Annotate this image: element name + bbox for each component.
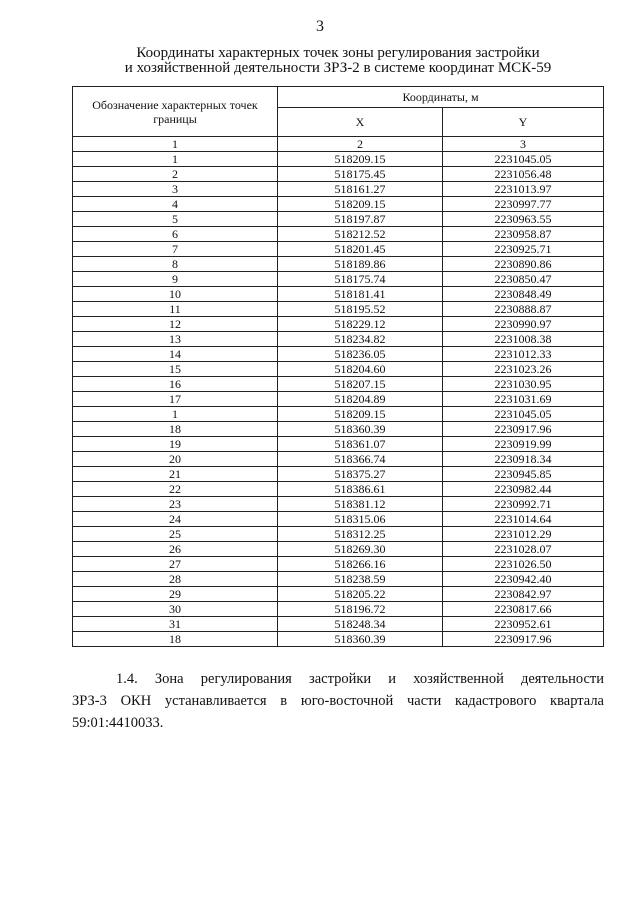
x-coordinate-cell: 518195.52 <box>278 302 443 317</box>
point-number-cell: 31 <box>73 617 278 632</box>
point-number-cell: 12 <box>73 317 278 332</box>
x-coordinate-cell: 518386.61 <box>278 482 443 497</box>
table-row <box>73 542 604 557</box>
table-row <box>73 287 604 302</box>
table-title <box>72 46 604 76</box>
point-number-cell: 23 <box>73 497 278 512</box>
x-coordinate-cell: 518209.15 <box>278 152 443 167</box>
y-coordinate-cell: 2230958.87 <box>443 227 604 242</box>
x-coordinate-cell: 518175.45 <box>278 167 443 182</box>
table-row <box>73 182 604 197</box>
x-coordinate-cell: 518161.27 <box>278 182 443 197</box>
x-coordinate-cell: 518204.89 <box>278 392 443 407</box>
table-row <box>73 572 604 587</box>
y-coordinate-cell: 2230997.77 <box>443 197 604 212</box>
point-number-cell: 10 <box>73 287 278 302</box>
table-row <box>73 587 604 602</box>
y-coordinate-cell: 2231023.26 <box>443 362 604 377</box>
table-row <box>73 392 604 407</box>
table-row <box>73 242 604 257</box>
y-coordinate-cell: 2230919.99 <box>443 437 604 452</box>
header-coordinates: Координаты, м <box>278 87 604 108</box>
y-coordinate-cell: 2230918.34 <box>443 452 604 467</box>
paragraph-1-4 <box>72 668 604 734</box>
point-number-cell: 5 <box>73 212 278 227</box>
point-number-cell: 18 <box>73 422 278 437</box>
table-row <box>73 317 604 332</box>
y-coordinate-cell: 2231045.05 <box>443 407 604 422</box>
y-coordinate-cell: 2230925.71 <box>443 242 604 257</box>
x-coordinate-cell: 518175.74 <box>278 272 443 287</box>
point-number-cell: 17 <box>73 392 278 407</box>
x-coordinate-cell: 518381.12 <box>278 497 443 512</box>
table-row <box>73 512 604 527</box>
table-row <box>73 602 604 617</box>
y-coordinate-cell: 2230917.96 <box>443 422 604 437</box>
table-row <box>73 272 604 287</box>
y-coordinate-cell: 2231030.95 <box>443 377 604 392</box>
x-coordinate-cell: 518312.25 <box>278 527 443 542</box>
point-number-cell: 13 <box>73 332 278 347</box>
column-number-row <box>73 137 604 152</box>
point-number-cell: 1 <box>73 152 278 167</box>
table-row <box>73 632 604 647</box>
point-number-cell: 24 <box>73 512 278 527</box>
y-coordinate-cell: 2231013.97 <box>443 182 604 197</box>
title-line-1: Координаты характерных точек зоны регулирования застройки <box>136 45 540 61</box>
column-number: 1 <box>73 137 278 152</box>
header-x: X <box>278 108 443 137</box>
x-coordinate-cell: 518375.27 <box>278 467 443 482</box>
point-number-cell: 19 <box>73 437 278 452</box>
table-row <box>73 452 604 467</box>
header-points: Обозначение характерных точек границы <box>73 87 278 137</box>
point-number-cell: 2 <box>73 167 278 182</box>
y-coordinate-cell: 2230982.44 <box>443 482 604 497</box>
point-number-cell: 6 <box>73 227 278 242</box>
y-coordinate-cell: 2230992.71 <box>443 497 604 512</box>
x-coordinate-cell: 518266.16 <box>278 557 443 572</box>
y-coordinate-cell: 2230888.87 <box>443 302 604 317</box>
column-number: 3 <box>443 137 604 152</box>
x-coordinate-cell: 518361.07 <box>278 437 443 452</box>
x-coordinate-cell: 518360.39 <box>278 632 443 647</box>
x-coordinate-cell: 518238.59 <box>278 572 443 587</box>
y-coordinate-cell: 2230952.61 <box>443 617 604 632</box>
x-coordinate-cell: 518209.15 <box>278 197 443 212</box>
x-coordinate-cell: 518209.15 <box>278 407 443 422</box>
x-coordinate-cell: 518196.72 <box>278 602 443 617</box>
y-coordinate-cell: 2231014.64 <box>443 512 604 527</box>
x-coordinate-cell: 518229.12 <box>278 317 443 332</box>
x-coordinate-cell: 518201.45 <box>278 242 443 257</box>
point-number-cell: 11 <box>73 302 278 317</box>
header-y: Y <box>443 108 604 137</box>
y-coordinate-cell: 2230848.49 <box>443 287 604 302</box>
table-row <box>73 257 604 272</box>
point-number-cell: 26 <box>73 542 278 557</box>
table-row <box>73 167 604 182</box>
y-coordinate-cell: 2231008.38 <box>443 332 604 347</box>
y-coordinate-cell: 2230890.86 <box>443 257 604 272</box>
table-row <box>73 422 604 437</box>
y-coordinate-cell: 2230850.47 <box>443 272 604 287</box>
table-row <box>73 467 604 482</box>
point-number-cell: 30 <box>73 602 278 617</box>
x-coordinate-cell: 518234.82 <box>278 332 443 347</box>
table-row <box>73 497 604 512</box>
y-coordinate-cell: 2230817.66 <box>443 602 604 617</box>
table-row <box>73 377 604 392</box>
point-number-cell: 18 <box>73 632 278 647</box>
table-row <box>73 302 604 317</box>
y-coordinate-cell: 2231045.05 <box>443 152 604 167</box>
y-coordinate-cell: 2231012.33 <box>443 347 604 362</box>
table-row <box>73 557 604 572</box>
point-number-cell: 9 <box>73 272 278 287</box>
point-number-cell: 3 <box>73 182 278 197</box>
point-number-cell: 15 <box>73 362 278 377</box>
column-number: 2 <box>278 137 443 152</box>
coordinates-table <box>72 86 604 647</box>
table-row <box>73 227 604 242</box>
point-number-cell: 29 <box>73 587 278 602</box>
title-line-2: и хозяйственной деятельности ЗРЗ-2 в системе координат МСК-59 <box>124 60 552 76</box>
x-coordinate-cell: 518204.60 <box>278 362 443 377</box>
y-coordinate-cell: 2230917.96 <box>443 632 604 647</box>
point-number-cell: 4 <box>73 197 278 212</box>
x-coordinate-cell: 518366.74 <box>278 452 443 467</box>
table-row <box>73 197 604 212</box>
paragraph-line-3: 59:01:4410033. <box>72 715 164 731</box>
table-row <box>73 332 604 347</box>
table-row <box>73 362 604 377</box>
paragraph-line-1 <box>72 668 604 690</box>
y-coordinate-cell: 2231031.69 <box>443 392 604 407</box>
point-number-cell: 1 <box>73 407 278 422</box>
table-row <box>73 527 604 542</box>
point-number-cell: 8 <box>73 257 278 272</box>
point-number-cell: 7 <box>73 242 278 257</box>
x-coordinate-cell: 518181.41 <box>278 287 443 302</box>
x-coordinate-cell: 518197.87 <box>278 212 443 227</box>
point-number-cell: 16 <box>73 377 278 392</box>
point-number-cell: 22 <box>73 482 278 497</box>
page-number: 3 <box>316 18 324 35</box>
point-number-cell: 21 <box>73 467 278 482</box>
point-number-cell: 27 <box>73 557 278 572</box>
y-coordinate-cell: 2231028.07 <box>443 542 604 557</box>
x-coordinate-cell: 518315.06 <box>278 512 443 527</box>
x-coordinate-cell: 518236.05 <box>278 347 443 362</box>
point-number-cell: 28 <box>73 572 278 587</box>
y-coordinate-cell: 2230963.55 <box>443 212 604 227</box>
x-coordinate-cell: 518212.52 <box>278 227 443 242</box>
paragraph-line-2: ЗРЗ-3 ОКН устанавливается в юго-восточной части кадастрового квартала <box>72 693 604 709</box>
y-coordinate-cell: 2231026.50 <box>443 557 604 572</box>
y-coordinate-cell: 2231012.29 <box>443 527 604 542</box>
point-number-cell: 14 <box>73 347 278 362</box>
table-row <box>73 152 604 167</box>
table-row <box>73 407 604 422</box>
x-coordinate-cell: 518360.39 <box>278 422 443 437</box>
table-row <box>73 212 604 227</box>
table-row <box>73 347 604 362</box>
y-coordinate-cell: 2230990.97 <box>443 317 604 332</box>
y-coordinate-cell: 2230942.40 <box>443 572 604 587</box>
x-coordinate-cell: 518189.86 <box>278 257 443 272</box>
y-coordinate-cell: 2231056.48 <box>443 167 604 182</box>
x-coordinate-cell: 518205.22 <box>278 587 443 602</box>
paragraph-text: 1.4. Зона регулирования застройки и хозяйственной деятельности <box>116 671 604 687</box>
point-number-cell: 25 <box>73 527 278 542</box>
table-row <box>73 482 604 497</box>
x-coordinate-cell: 518269.30 <box>278 542 443 557</box>
y-coordinate-cell: 2230945.85 <box>443 467 604 482</box>
point-number-cell: 20 <box>73 452 278 467</box>
table-row <box>73 437 604 452</box>
x-coordinate-cell: 518207.15 <box>278 377 443 392</box>
x-coordinate-cell: 518248.34 <box>278 617 443 632</box>
y-coordinate-cell: 2230842.97 <box>443 587 604 602</box>
table-row <box>73 617 604 632</box>
